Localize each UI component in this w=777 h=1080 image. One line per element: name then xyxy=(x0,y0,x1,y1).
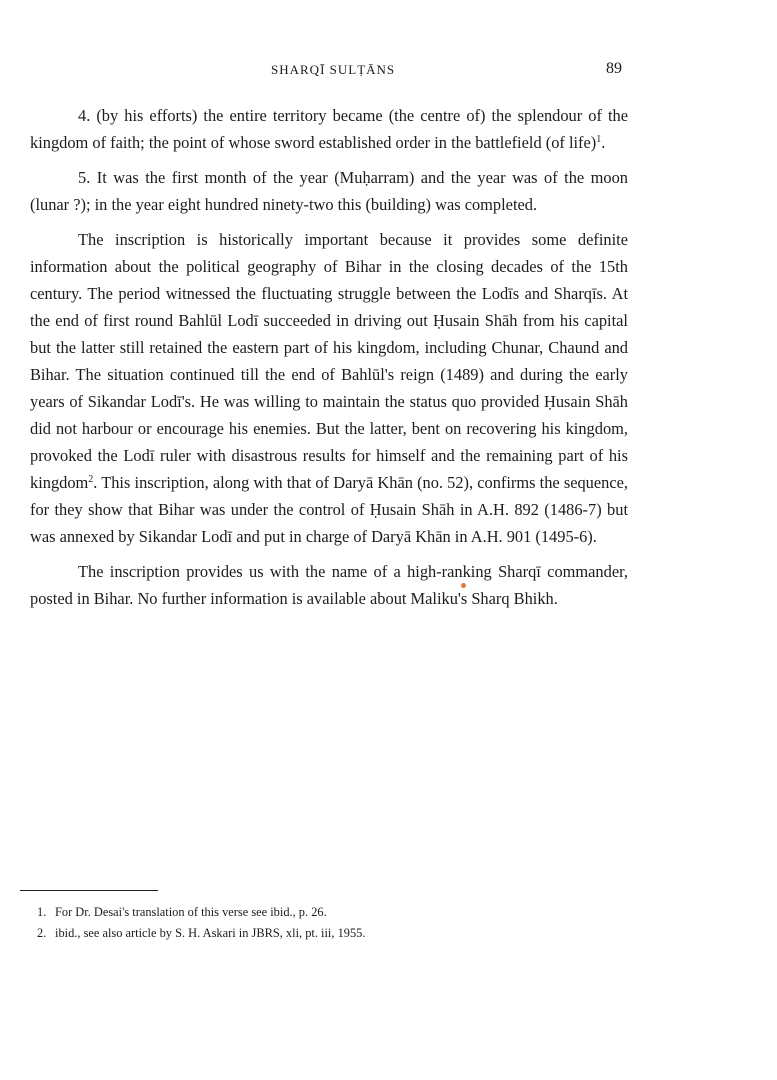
paragraph-historical-importance: The inscription is historically important because it provides some definite information about the political geography of Bihar in the closing decades of the 15th century. The period witnessed the fluctuating struggle between the Lodīs and Sharqīs. At the end of first round Bahlūl Lodī succeeded in driving out Ḥusain Shāh from his capital but the latter still retained the eastern part of his kingdom, including Chunar, Chaund and Bihar. The situation continued till the end of Bahlūl's reign (1489) and during the early years of Sikandar Lodī's. He was willing to maintain the status quo provided Ḥusain Shāh did not harbour or encourage his enemies. But the latter, bent on recovering his kingdom, provoked the Lodī ruler with disastrous results for himself and the remaining part of his kingdom$^2$. This inscription, along with that of Daryā Khān (no. 52), confirms the sequence, for they show that Bihar was under the control of Ḥusain Shāh in A.H. 892 (1486-7) but was annexed by Sikandar Lodī and put in charge of Daryā Khān in A.H. 901 (1495-6). xyxy=(30,230,628,546)
paragraph-verse-5: 5. It was the first month of the year (Muḥarram) and the year was of the moon (lunar ?); in the year eight hundred ninety-two this (building) was completed. xyxy=(30,168,628,214)
footnote-ref[interactable]: 2 xyxy=(88,474,94,485)
footnote-divider xyxy=(20,890,158,891)
footnote-number: 2. xyxy=(37,926,47,940)
body-text xyxy=(30,102,628,612)
running-title: SHARQĪ SULṬĀNS xyxy=(271,62,396,77)
running-head xyxy=(0,62,777,82)
footnote-text: ibid., see also article by S. H. Askari in JBRS, xli, pt. iii, 1955. xyxy=(55,926,366,940)
footnote-number: 1. xyxy=(37,905,47,919)
footnotes xyxy=(37,902,637,944)
page-number: 89 xyxy=(606,60,622,77)
ink-stain xyxy=(461,583,466,588)
paragraph-verse-4: 4. (by his efforts) the entire territory became (the centre of) the splendour of the kingdom of faith; the point of whose sword established order in the battlefield (of life)$^1$. xyxy=(30,106,628,152)
footnote-ref[interactable]: 1 xyxy=(596,134,602,145)
footnote-text: For Dr. Desai's translation of this verse see ibid., p. 26. xyxy=(55,905,327,919)
footnote-item xyxy=(37,923,637,944)
paragraph-commander: The inscription provides us with the name of a high-ranking Sharqī commander, posted in Bihar. No further information is available about Maliku's Sharq Bhikh. xyxy=(30,562,628,608)
footnote-item xyxy=(37,902,637,923)
